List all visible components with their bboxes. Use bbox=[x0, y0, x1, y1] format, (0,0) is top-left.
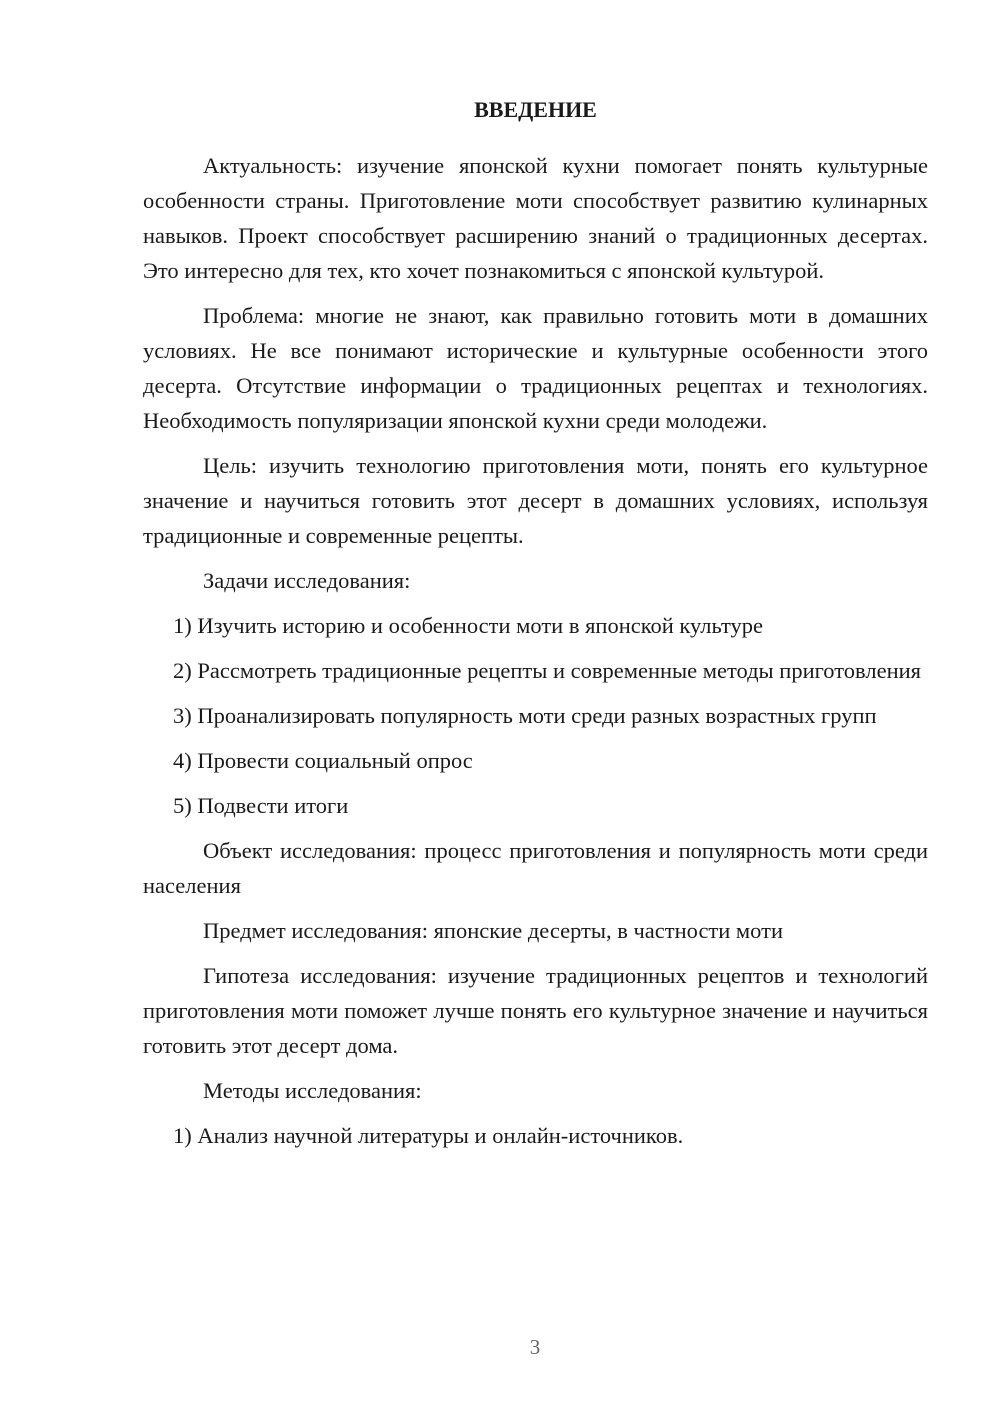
goal-paragraph: Цель: изучить технологию приготовления моти, понять его культурное значение и научиться готовить этот десерт в домашних условиях, используя традиционные и современные рецепты. bbox=[143, 453, 928, 548]
task-item: 1) Изучить историю и особенности моти в японской культуре bbox=[173, 613, 763, 638]
task-item: 4) Провести социальный опрос bbox=[173, 748, 473, 773]
task-item: 3) Проанализировать популярность моти среди разных возрастных групп bbox=[173, 703, 877, 728]
subject-paragraph: Предмет исследования: японские десерты, в частности моти bbox=[203, 918, 783, 943]
methods-title: Методы исследования: bbox=[203, 1078, 422, 1103]
hypothesis-paragraph: Гипотеза исследования: изучение традиционных рецептов и технологий приготовления моти поможет лучше понять его культурное значение и научиться готовить этот десерт дома. bbox=[143, 963, 928, 1058]
relevance-paragraph: Актуальность: изучение японской кухни помогает понять культурные особенности страны. Приготовление моти способствует развитию кулинарных навыков. Проект способствует расширению знаний о традиционных десертах. Это интересно для тех, кто хочет познакомиться с японской культурой. bbox=[143, 153, 928, 283]
task-item: 5) Подвести итоги bbox=[173, 793, 349, 818]
object-paragraph: Объект исследования: процесс приготовления и популярность моти среди населения bbox=[143, 838, 928, 898]
method-item: 1) Анализ научной литературы и онлайн-источников. bbox=[173, 1123, 684, 1148]
tasks-title: Задачи исследования: bbox=[203, 568, 411, 593]
page-number: 3 bbox=[529, 1335, 541, 1359]
document-body bbox=[143, 92, 928, 1163]
section-heading: ВВЕДЕНИЕ bbox=[474, 97, 597, 122]
problem-paragraph: Проблема: многие не знают, как правильно готовить моти в домашних условиях. Не все понимают исторические и культурные особенности этого десерта. Отсутствие информации о традиционных рецептах и технологиях. Необходимость популяризации японской кухни среди молодежи. bbox=[143, 303, 928, 433]
task-item: 2) Рассмотреть традиционные рецепты и современные методы приготовления bbox=[173, 658, 922, 683]
